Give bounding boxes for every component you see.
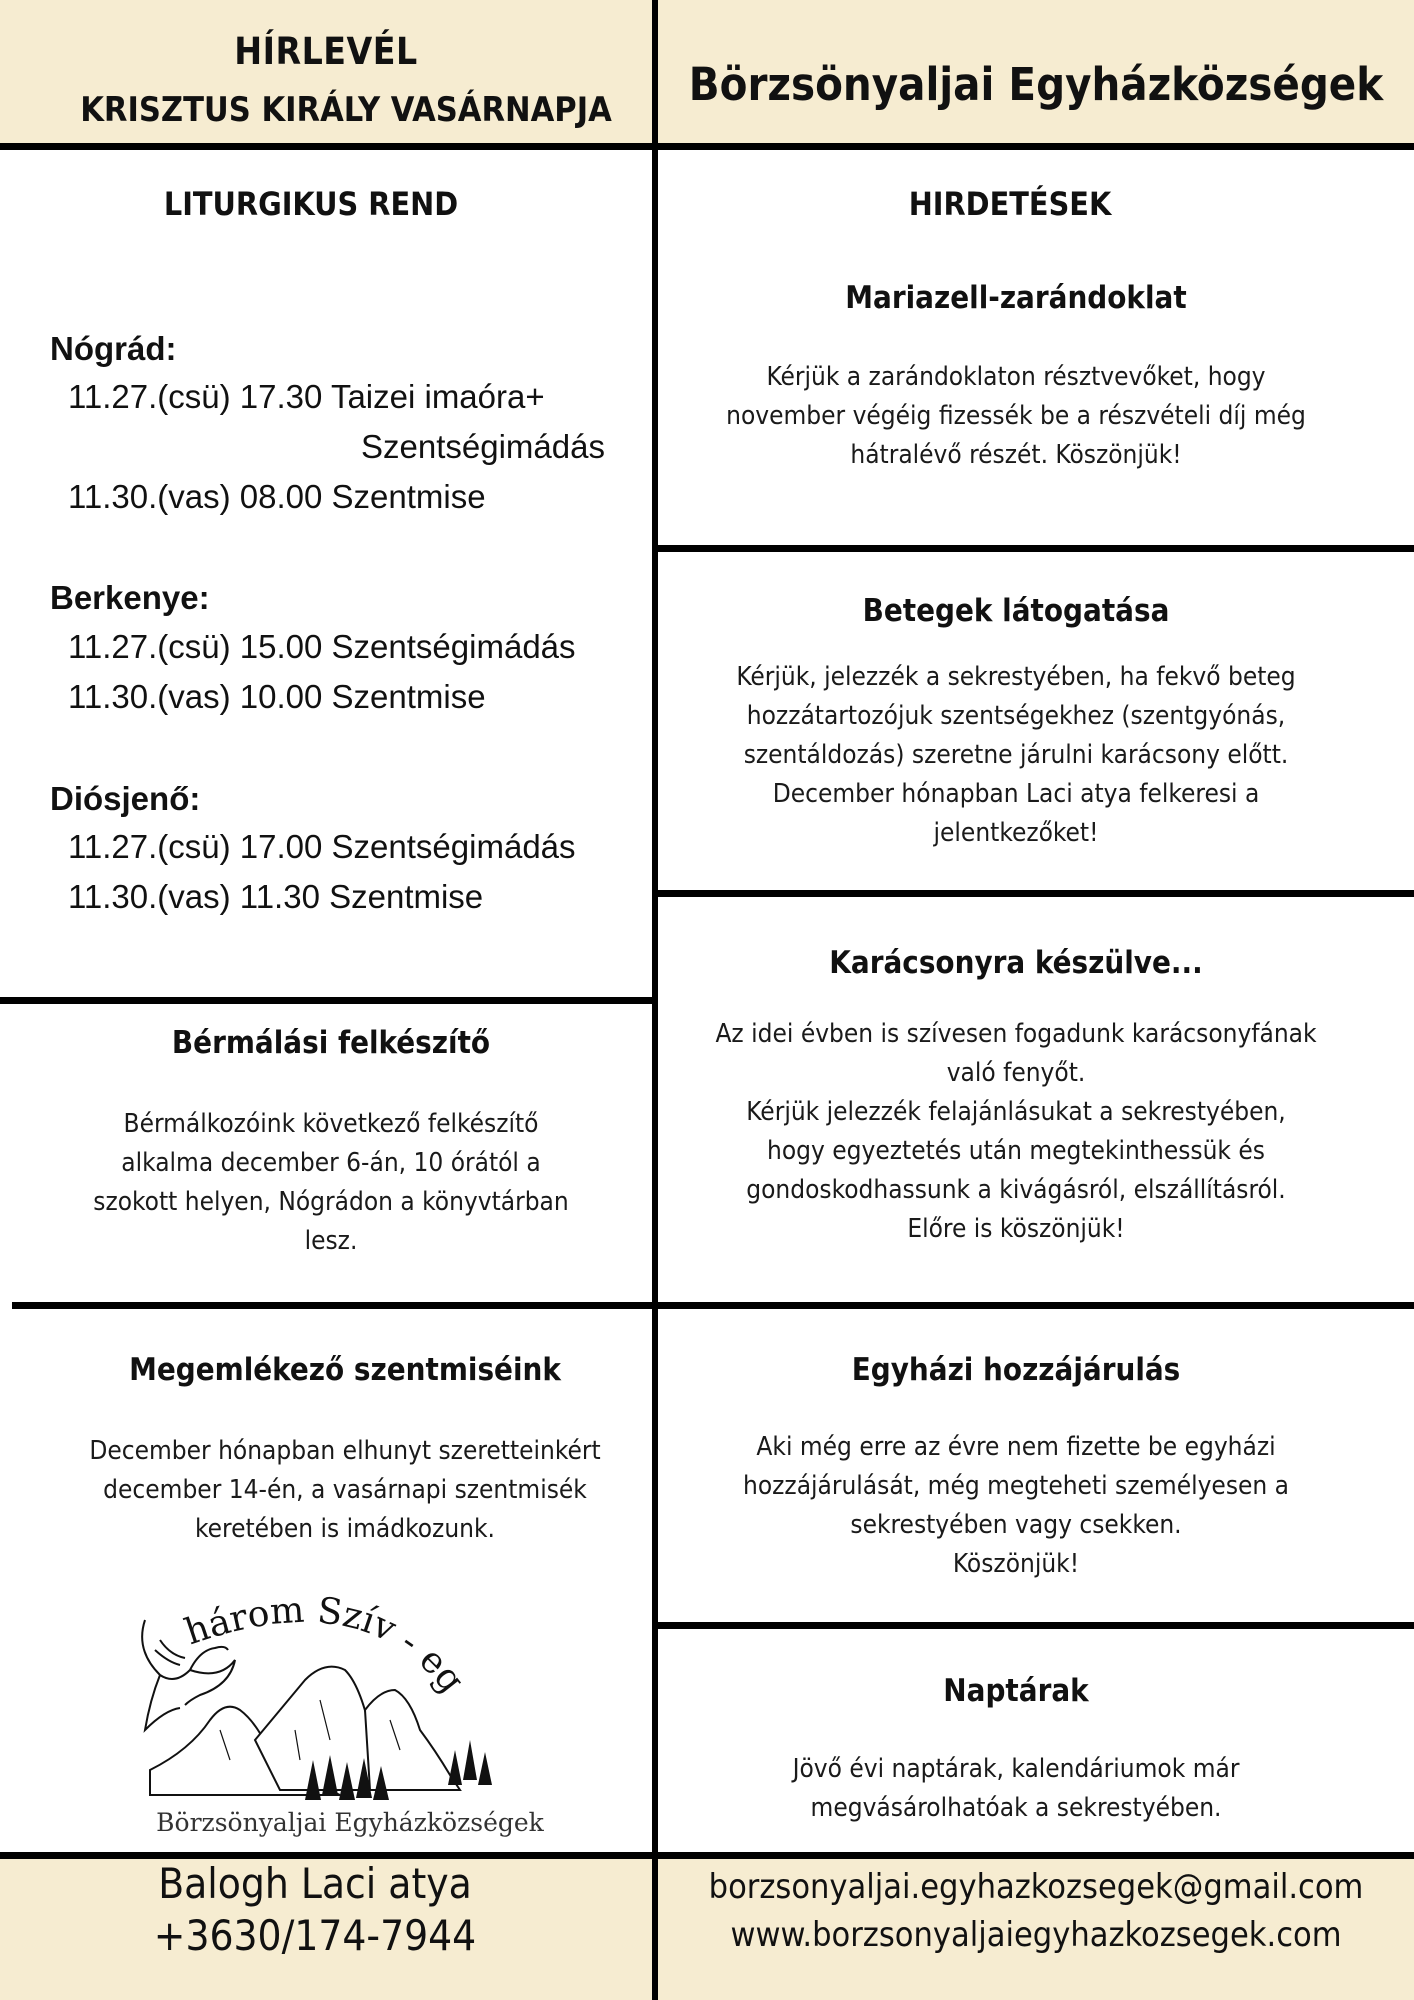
location-name: Diósjenő: — [50, 780, 201, 817]
announcement-line: hátralévő részét. Köszönjük! — [850, 440, 1182, 470]
announcement-line: sekrestyében vagy csekken. — [850, 1510, 1182, 1540]
announcement-line: hogy egyeztetés után megtekinthessük és — [767, 1136, 1265, 1166]
schedule-line: 11.30.(vas) 10.00 Szentmise — [68, 678, 486, 715]
announcement-title: Betegek látogatása — [862, 593, 1170, 629]
announcement-line: jelentkezőket! — [933, 818, 1099, 848]
schedule-line: 11.27.(csü) 15.00 Szentségimádás — [68, 628, 576, 665]
card-line: keretében is imádkozunk. — [195, 1514, 495, 1544]
header-left — [0, 0, 652, 143]
card-body — [0, 1432, 690, 1549]
header-rule — [0, 143, 1414, 150]
card-line: december 14-én, a vasárnapi szentmisék — [103, 1475, 587, 1505]
announcement-body — [658, 1428, 1374, 1584]
announcement-line: Köszönjük! — [952, 1549, 1080, 1579]
announcement-line: szentáldozás) szeretne járulni karácsony előtt. — [743, 740, 1289, 770]
announcement-line: Aki még erre az évre nem fizette be egyházi — [756, 1432, 1276, 1462]
schedule-line: 11.27.(csü) 17.00 Szentségimádás — [68, 828, 576, 865]
announcement-line: november végéig fizessék be a részvételi díj még — [726, 401, 1306, 431]
schedule-line: 11.27.(csü) 17.30 Taizei imaóra+ — [68, 378, 545, 415]
announcement-line: való fenyőt. — [946, 1058, 1086, 1088]
logo-arc-text: három Szív - eg — [179, 1590, 473, 1701]
announcement-body — [658, 658, 1374, 853]
card-title: Megemlékező szentmiséink — [129, 1352, 561, 1388]
announcement-line: Jövő évi naptárak, kalendáriumok már — [792, 1754, 1240, 1784]
right-divider-3 — [655, 1302, 1414, 1309]
parish-title: Börzsönyaljai Egyházközségek — [688, 58, 1384, 111]
website-link[interactable]: www.borzsonyaljaiegyhazkozsegek.com — [730, 1915, 1342, 1955]
header-right — [658, 0, 1414, 143]
announcement-line: Kérjük, jelezzék a sekrestyében, ha fekvő beteg — [736, 662, 1296, 692]
announcement-line: December hónapban Laci atya felkeresi a — [772, 779, 1260, 809]
announcement-line: hozzátartozójuk szentségekhez (szentgyónás, — [746, 701, 1286, 731]
announcement-line: Kérjük a zarándoklaton résztvevőket, hogy — [766, 362, 1266, 392]
card-line: szokott helyen, Nógrádon a könyvtárban — [93, 1187, 569, 1217]
location-name: Nógrád: — [50, 330, 177, 367]
footer-right — [658, 1859, 1414, 2000]
right-divider-2 — [655, 890, 1414, 897]
logo-art — [130, 1590, 570, 1840]
left-divider-1 — [0, 997, 655, 1004]
parish-logo — [130, 1590, 570, 1840]
announcement-line: gondoskodhassunk a kivágásról, elszállításról. — [746, 1175, 1286, 1205]
footer-rule — [0, 1852, 1414, 1859]
newsletter-subtitle: KRISZTUS KIRÁLY VASÁRNAPJA — [80, 90, 612, 130]
card-line: Bérmálkozóink következő felkészítő — [123, 1109, 539, 1139]
footer-left — [0, 1859, 652, 2000]
location-name: Berkenye: — [50, 579, 210, 616]
phone-number[interactable]: +3630/174-7944 — [153, 1911, 477, 1960]
announcement-title: Egyházi hozzájárulás — [851, 1352, 1181, 1388]
announcement-title: Karácsonyra készülve... — [829, 945, 1203, 981]
announcement-line: megvásárolhatóak a sekrestyében. — [810, 1793, 1222, 1823]
right-divider-1 — [655, 545, 1414, 552]
newsletter-title: HÍRLEVÉL — [234, 30, 418, 73]
announcement-title: Mariazell-zarándoklat — [845, 280, 1187, 316]
left-divider-2 — [12, 1302, 655, 1309]
schedule-line: 11.30.(vas) 08.00 Szentmise — [68, 478, 486, 515]
card-line: alkalma december 6-án, 10 órától a — [121, 1148, 541, 1178]
schedule-line: 11.30.(vas) 11.30 Szentmise — [68, 878, 484, 915]
card-line: lesz. — [304, 1226, 358, 1256]
announcement-body — [658, 358, 1374, 475]
card-title: Bérmálási felkészítő — [171, 1025, 491, 1061]
email-link[interactable]: borzsonyaljai.egyhazkozsegek@gmail.com — [708, 1867, 1364, 1907]
liturgy-heading: LITURGIKUS REND — [163, 185, 459, 223]
announcement-body — [658, 1015, 1374, 1249]
logo-caption: Börzsönyaljai Egyházközségek — [156, 1808, 544, 1837]
schedule-line: Szentségimádás — [361, 428, 605, 465]
card-body — [0, 1105, 662, 1261]
announcement-title: Naptárak — [943, 1673, 1089, 1709]
right-divider-4 — [655, 1622, 1414, 1629]
announcements-heading: HIRDETÉSEK — [908, 185, 1112, 223]
priest-name: Balogh Laci atya — [158, 1859, 472, 1908]
announcement-line: Kérjük jelezzék felajánlásukat a sekrestyében, — [746, 1097, 1286, 1127]
mountains-icon — [150, 1667, 460, 1795]
card-line: December hónapban elhunyt szeretteinkért — [89, 1436, 601, 1466]
announcement-line: Az idei évben is szívesen fogadunk karácsonyfának — [715, 1019, 1317, 1049]
announcement-body — [658, 1750, 1374, 1828]
announcement-line: hozzájárulását, még megteheti személyesen a — [743, 1471, 1289, 1501]
announcement-line: Előre is köszönjük! — [907, 1214, 1125, 1244]
